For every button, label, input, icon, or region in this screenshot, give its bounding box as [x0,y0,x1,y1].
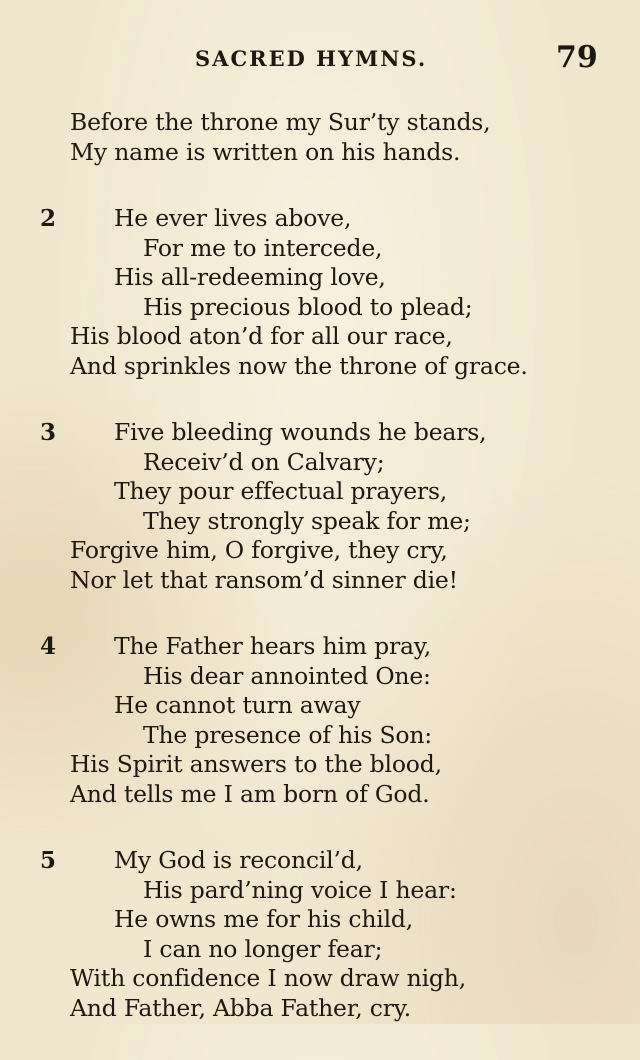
verse-line: They pour effectual prayers, [114,477,448,505]
verse-line: His Spirit answers to the blood, [70,750,442,778]
verse-line: His all-redeeming love, [114,263,386,291]
page-number: 79 [556,40,598,75]
verse-line: Receiv’d on Calvary; [143,447,385,476]
verse-line: Five bleeding wounds he bears, [114,418,487,446]
verse-line: Forgive him, O forgive, they cry, [70,536,448,564]
verse-line: And Father, Abba Father, cry. [70,993,411,1022]
verse-line: His blood aton’d for all our race, [70,322,453,350]
hymn-text [0,108,640,1060]
stanza-number: 3 [40,419,57,446]
verse-line: And tells me I am born of God. [70,779,430,808]
verse-line: They strongly speak for me; [143,506,471,535]
verse-line: And sprinkles now the throne of grace. [70,351,528,380]
verse-line: He ever lives above, [114,204,352,232]
verse-line: My name is written on his hands. [70,137,461,166]
verse-line: Before the throne my Sur’ty stands, [70,108,491,136]
verse-line: His dear annointed One: [143,661,431,690]
verse-line: His precious blood to plead; [143,292,473,321]
stanza-number: 4 [40,633,57,660]
verse-line: The Father hears him pray, [114,632,432,660]
stanza [0,204,640,381]
stanza-number: 5 [40,847,57,874]
verse-line: The presence of his Son: [143,720,433,749]
verse-line: Nor let that ransom’d sinner die! [70,565,458,594]
verse-line: I can no longer fear; [143,934,383,963]
verse-line: He cannot turn away [114,691,361,719]
stanza [0,108,640,167]
verse-line: My God is reconcil’d, [114,846,363,874]
verse-line: His pard’ning voice I hear: [143,875,457,904]
page-header [0,40,640,80]
verse-line: For me to intercede, [143,233,383,262]
verse-line: He owns me for his child, [114,905,414,933]
stanza [0,418,640,595]
verse-line: With confidence I now draw nigh, [70,964,466,992]
stanza [0,632,640,809]
running-title: SACRED HYMNS. [195,46,428,71]
stanza [0,846,640,1023]
stanza-number: 2 [40,205,57,232]
